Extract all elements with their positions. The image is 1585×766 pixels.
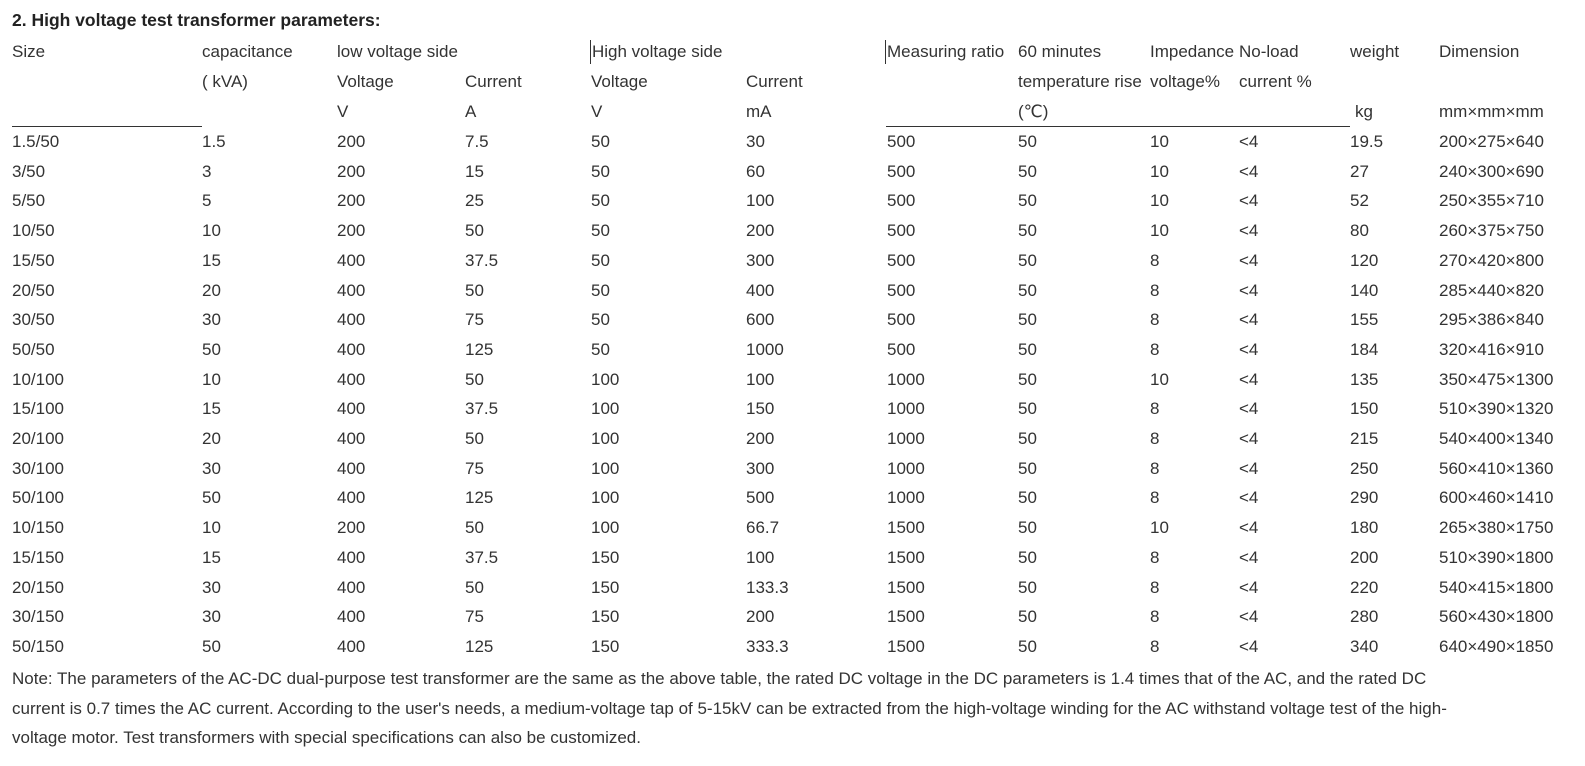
header-weight-unit: kg [1355, 102, 1373, 121]
cell-size: 5/50 [12, 191, 46, 210]
cell-measuring-ratio: 1500 [887, 548, 925, 567]
header-high-voltage-side: High voltage side [592, 42, 723, 61]
cell-high-voltage: 100 [591, 459, 620, 478]
cell-size: 15/150 [12, 548, 64, 567]
cell-noload-current: <4 [1239, 578, 1259, 597]
cell-low-current: 7.5 [465, 132, 489, 151]
cell-low-voltage: 400 [337, 429, 366, 448]
cell-noload-current: <4 [1239, 399, 1259, 418]
cell-capacitance: 1.5 [202, 132, 226, 151]
cell-low-current: 50 [465, 370, 484, 389]
header-low-voltage: Voltage [337, 72, 394, 91]
cell-measuring-ratio: 1000 [887, 488, 925, 507]
cell-low-voltage: 400 [337, 459, 366, 478]
cell-high-voltage: 50 [591, 221, 610, 240]
cell-temp-rise: 50 [1018, 251, 1037, 270]
cell-impedance-voltage: 8 [1150, 281, 1160, 300]
cell-temp-rise: 50 [1018, 399, 1037, 418]
cell-measuring-ratio: 1500 [887, 637, 925, 656]
cell-high-current: 30 [746, 132, 765, 151]
cell-measuring-ratio: 500 [887, 191, 916, 210]
header-size: Size [12, 42, 46, 61]
cell-noload-current: <4 [1239, 370, 1259, 389]
cell-capacitance: 10 [202, 518, 221, 537]
cell-noload-current: <4 [1239, 637, 1259, 656]
cell-impedance-voltage: 8 [1150, 340, 1160, 359]
cell-impedance-voltage: 8 [1150, 548, 1160, 567]
cell-noload-current: <4 [1239, 310, 1259, 329]
cell-low-voltage: 400 [337, 251, 366, 270]
cell-high-current: 1000 [746, 340, 784, 359]
header-temp-rise-line2: temperature rise [1018, 72, 1142, 91]
cell-size: 30/50 [12, 310, 55, 329]
cell-low-current: 25 [465, 191, 484, 210]
cell-noload-current: <4 [1239, 162, 1259, 181]
cell-dimension: 510×390×1800 [1439, 548, 1554, 567]
cell-capacitance: 10 [202, 221, 221, 240]
text-caret [885, 40, 886, 64]
cell-impedance-voltage: 10 [1150, 518, 1169, 537]
cell-high-voltage: 50 [591, 281, 610, 300]
cell-measuring-ratio: 1000 [887, 370, 925, 389]
cell-weight: 290 [1350, 488, 1379, 507]
cell-low-voltage: 200 [337, 191, 366, 210]
cell-high-voltage: 100 [591, 429, 620, 448]
cell-size: 30/100 [12, 459, 64, 478]
cell-impedance-voltage: 8 [1150, 459, 1160, 478]
cell-impedance-voltage: 8 [1150, 310, 1160, 329]
cell-high-current: 400 [746, 281, 775, 300]
cell-dimension: 560×430×1800 [1439, 607, 1554, 626]
cell-capacitance: 3 [202, 162, 212, 181]
cell-noload-current: <4 [1239, 340, 1259, 359]
cell-low-voltage: 400 [337, 399, 366, 418]
cell-impedance-voltage: 10 [1150, 370, 1169, 389]
cell-low-current: 75 [465, 310, 484, 329]
cell-high-current: 100 [746, 191, 775, 210]
cell-temp-rise: 50 [1018, 132, 1037, 151]
cell-temp-rise: 50 [1018, 637, 1037, 656]
cell-temp-rise: 50 [1018, 578, 1037, 597]
cell-high-voltage: 50 [591, 251, 610, 270]
cell-low-current: 75 [465, 459, 484, 478]
cell-measuring-ratio: 1000 [887, 459, 925, 478]
cell-noload-current: <4 [1239, 459, 1259, 478]
cell-size: 50/50 [12, 340, 55, 359]
cell-temp-rise: 50 [1018, 370, 1037, 389]
cell-temp-rise: 50 [1018, 221, 1037, 240]
cell-high-current: 200 [746, 607, 775, 626]
header-impedance-line1: Impedance [1150, 42, 1235, 61]
header-measuring-ratio: Measuring ratio [887, 42, 1005, 61]
cell-low-voltage: 200 [337, 518, 366, 537]
cell-impedance-voltage: 8 [1150, 488, 1160, 507]
cell-impedance-voltage: 8 [1150, 578, 1160, 597]
cell-capacitance: 15 [202, 548, 221, 567]
cell-high-voltage: 50 [591, 310, 610, 329]
cell-impedance-voltage: 10 [1150, 162, 1169, 181]
cell-temp-rise: 50 [1018, 518, 1037, 537]
header-high-voltage-unit: V [591, 102, 603, 121]
cell-noload-current: <4 [1239, 488, 1259, 507]
cell-measuring-ratio: 1500 [887, 518, 925, 537]
cell-impedance-voltage: 8 [1150, 637, 1160, 656]
cell-dimension: 265×380×1750 [1439, 518, 1554, 537]
cell-high-voltage: 150 [591, 607, 620, 626]
cell-low-voltage: 400 [337, 488, 366, 507]
header-low-current: Current [465, 72, 522, 91]
cell-measuring-ratio: 1500 [887, 607, 925, 626]
header-underline-measuring [886, 126, 1350, 127]
cell-capacitance: 30 [202, 607, 221, 626]
cell-high-voltage: 100 [591, 399, 620, 418]
cell-temp-rise: 50 [1018, 310, 1037, 329]
cell-low-current: 50 [465, 281, 484, 300]
cell-weight: 80 [1350, 221, 1369, 240]
cell-high-voltage: 50 [591, 340, 610, 359]
cell-dimension: 320×416×910 [1439, 340, 1544, 359]
cell-impedance-voltage: 10 [1150, 221, 1169, 240]
cell-high-current: 150 [746, 399, 775, 418]
cell-low-current: 37.5 [465, 399, 499, 418]
header-weight: weight [1350, 42, 1400, 61]
cell-weight: 120 [1350, 251, 1379, 270]
cell-dimension: 350×475×1300 [1439, 370, 1554, 389]
cell-measuring-ratio: 500 [887, 340, 916, 359]
cell-measuring-ratio: 1500 [887, 578, 925, 597]
cell-measuring-ratio: 1000 [887, 399, 925, 418]
cell-dimension: 270×420×800 [1439, 251, 1544, 270]
cell-high-voltage: 150 [591, 578, 620, 597]
cell-low-current: 37.5 [465, 251, 499, 270]
cell-impedance-voltage: 8 [1150, 251, 1160, 270]
cell-dimension: 200×275×640 [1439, 132, 1544, 151]
cell-size: 50/100 [12, 488, 64, 507]
cell-capacitance: 30 [202, 459, 221, 478]
cell-noload-current: <4 [1239, 281, 1259, 300]
header-capacitance-unit: ( kVA) [202, 72, 248, 91]
cell-high-voltage: 50 [591, 132, 610, 151]
cell-measuring-ratio: 500 [887, 310, 916, 329]
cell-temp-rise: 50 [1018, 162, 1037, 181]
header-temp-rise-unit: (℃) [1018, 102, 1049, 121]
cell-capacitance: 30 [202, 578, 221, 597]
cell-low-current: 50 [465, 429, 484, 448]
note-paragraph: Note: The parameters of the AC-DC dual-purpose test transformer are the same as the above table, the rated DC voltage in the DC parameters is 1.4 times that of the AC, and the rated DC current is 0.7 times the AC current. According to the user's needs, a medium-voltage tap of 5-15kV can be extracted from the high-voltage winding for the AC withstand voltage test of the high-voltage motor. Test transformers with special specifications can also be customized. [12, 669, 1447, 747]
cell-weight: 280 [1350, 607, 1379, 626]
cell-capacitance: 15 [202, 399, 221, 418]
cell-capacitance: 50 [202, 637, 221, 656]
header-high-current-unit: mA [746, 102, 772, 121]
cell-high-current: 66.7 [746, 518, 780, 537]
cell-low-voltage: 400 [337, 340, 366, 359]
cell-temp-rise: 50 [1018, 607, 1037, 626]
cell-high-voltage: 150 [591, 548, 620, 567]
cell-noload-current: <4 [1239, 607, 1259, 626]
cell-high-voltage: 150 [591, 637, 620, 656]
cell-low-current: 125 [465, 637, 494, 656]
cell-capacitance: 20 [202, 429, 221, 448]
cell-size: 10/100 [12, 370, 64, 389]
cell-size: 10/50 [12, 221, 55, 240]
cell-high-current: 333.3 [746, 637, 789, 656]
cell-low-current: 15 [465, 162, 484, 181]
cell-noload-current: <4 [1239, 191, 1259, 210]
cell-impedance-voltage: 10 [1150, 191, 1169, 210]
cell-high-current: 200 [746, 221, 775, 240]
cell-low-voltage: 400 [337, 370, 366, 389]
header-low-voltage-unit: V [337, 102, 349, 121]
cell-size: 15/100 [12, 399, 64, 418]
cell-weight: 19.5 [1350, 132, 1384, 151]
cell-weight: 150 [1350, 399, 1379, 418]
cell-capacitance: 10 [202, 370, 221, 389]
cell-size: 20/100 [12, 429, 64, 448]
cell-size: 20/150 [12, 578, 64, 597]
cell-measuring-ratio: 1000 [887, 429, 925, 448]
cell-weight: 52 [1350, 191, 1369, 210]
cell-high-voltage: 50 [591, 162, 610, 181]
cell-high-current: 300 [746, 459, 775, 478]
cell-temp-rise: 50 [1018, 191, 1037, 210]
cell-impedance-voltage: 8 [1150, 607, 1160, 626]
header-low-current-unit: A [465, 102, 477, 121]
cell-low-voltage: 400 [337, 637, 366, 656]
cell-high-current: 500 [746, 488, 775, 507]
cell-impedance-voltage: 8 [1150, 429, 1160, 448]
header-high-current: Current [746, 72, 803, 91]
cell-temp-rise: 50 [1018, 281, 1037, 300]
cell-low-voltage: 400 [337, 281, 366, 300]
section-title: 2. High voltage test transformer parameters: [12, 10, 381, 30]
cell-temp-rise: 50 [1018, 488, 1037, 507]
cell-high-voltage: 100 [591, 370, 620, 389]
cell-weight: 184 [1350, 340, 1379, 359]
cell-dimension: 540×415×1800 [1439, 578, 1554, 597]
cell-size: 20/50 [12, 281, 55, 300]
cell-low-voltage: 400 [337, 310, 366, 329]
cell-size: 3/50 [12, 162, 46, 181]
header-noload-line1: No-load [1239, 42, 1299, 61]
cell-measuring-ratio: 500 [887, 162, 916, 181]
cell-high-current: 100 [746, 370, 775, 389]
cell-capacitance: 20 [202, 281, 221, 300]
cell-weight: 220 [1350, 578, 1379, 597]
cell-high-current: 133.3 [746, 578, 789, 597]
cell-dimension: 250×355×710 [1439, 191, 1544, 210]
cell-capacitance: 15 [202, 251, 221, 270]
cell-noload-current: <4 [1239, 518, 1259, 537]
cell-weight: 27 [1350, 162, 1369, 181]
cell-weight: 180 [1350, 518, 1379, 537]
header-underline-size [12, 126, 202, 127]
cell-noload-current: <4 [1239, 548, 1259, 567]
cell-low-voltage: 400 [337, 578, 366, 597]
cell-weight: 140 [1350, 281, 1379, 300]
cell-low-current: 50 [465, 518, 484, 537]
cell-noload-current: <4 [1239, 221, 1259, 240]
cell-dimension: 260×375×750 [1439, 221, 1544, 240]
cell-weight: 155 [1350, 310, 1379, 329]
cell-dimension: 295×386×840 [1439, 310, 1544, 329]
cell-impedance-voltage: 8 [1150, 399, 1160, 418]
cell-weight: 215 [1350, 429, 1379, 448]
cell-capacitance: 50 [202, 340, 221, 359]
cell-weight: 250 [1350, 459, 1379, 478]
cell-dimension: 510×390×1320 [1439, 399, 1554, 418]
cell-size: 1.5/50 [12, 132, 60, 151]
cell-low-current: 50 [465, 578, 484, 597]
cell-measuring-ratio: 500 [887, 251, 916, 270]
cell-temp-rise: 50 [1018, 459, 1037, 478]
cell-size: 30/150 [12, 607, 64, 626]
cell-size: 15/50 [12, 251, 55, 270]
cell-size: 50/150 [12, 637, 64, 656]
cell-impedance-voltage: 10 [1150, 132, 1169, 151]
cell-dimension: 640×490×1850 [1439, 637, 1554, 656]
cell-low-voltage: 200 [337, 132, 366, 151]
cell-low-current: 125 [465, 488, 494, 507]
cell-noload-current: <4 [1239, 429, 1259, 448]
cell-noload-current: <4 [1239, 132, 1259, 151]
cell-high-current: 100 [746, 548, 775, 567]
cell-low-current: 50 [465, 221, 484, 240]
text-caret [590, 40, 591, 64]
cell-dimension: 240×300×690 [1439, 162, 1544, 181]
cell-dimension: 560×410×1360 [1439, 459, 1554, 478]
header-dimension: Dimension [1439, 42, 1520, 61]
header-dimension-unit: mm×mm×mm [1439, 102, 1544, 121]
header-low-voltage-side: low voltage side [337, 42, 458, 61]
cell-low-voltage: 400 [337, 548, 366, 567]
cell-dimension: 285×440×820 [1439, 281, 1544, 300]
cell-size: 10/150 [12, 518, 64, 537]
cell-low-voltage: 200 [337, 162, 366, 181]
cell-low-current: 75 [465, 607, 484, 626]
cell-capacitance: 5 [202, 191, 212, 210]
cell-capacitance: 30 [202, 310, 221, 329]
cell-dimension: 540×400×1340 [1439, 429, 1554, 448]
cell-high-current: 200 [746, 429, 775, 448]
cell-noload-current: <4 [1239, 251, 1259, 270]
cell-low-voltage: 200 [337, 221, 366, 240]
cell-high-current: 600 [746, 310, 775, 329]
cell-weight: 135 [1350, 370, 1379, 389]
header-impedance-line2: voltage% [1150, 72, 1220, 91]
header-noload-line2: current % [1239, 72, 1312, 91]
cell-high-current: 300 [746, 251, 775, 270]
header-capacitance: capacitance [202, 42, 293, 61]
cell-high-voltage: 100 [591, 488, 620, 507]
cell-low-voltage: 400 [337, 607, 366, 626]
cell-temp-rise: 50 [1018, 340, 1037, 359]
cell-measuring-ratio: 500 [887, 132, 916, 151]
cell-low-current: 37.5 [465, 548, 499, 567]
cell-low-current: 125 [465, 340, 494, 359]
header-high-voltage: Voltage [591, 72, 648, 91]
cell-weight: 200 [1350, 548, 1379, 567]
cell-high-current: 60 [746, 162, 765, 181]
cell-dimension: 600×460×1410 [1439, 488, 1554, 507]
cell-measuring-ratio: 500 [887, 281, 916, 300]
cell-temp-rise: 50 [1018, 548, 1037, 567]
cell-weight: 340 [1350, 637, 1379, 656]
cell-high-voltage: 50 [591, 191, 610, 210]
cell-measuring-ratio: 500 [887, 221, 916, 240]
cell-high-voltage: 100 [591, 518, 620, 537]
cell-temp-rise: 50 [1018, 429, 1037, 448]
header-temp-rise-line1: 60 minutes [1018, 42, 1102, 61]
cell-capacitance: 50 [202, 488, 221, 507]
